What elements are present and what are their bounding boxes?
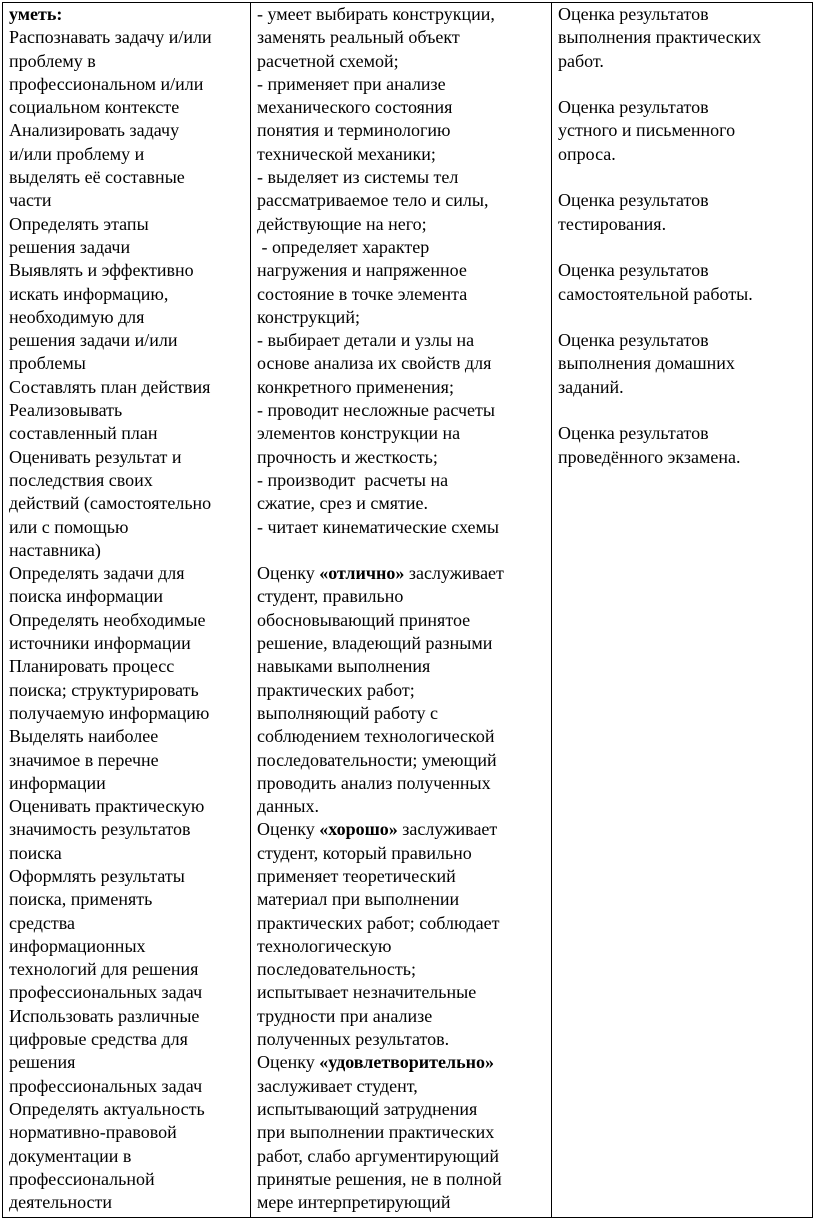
skill-line: поиска bbox=[9, 842, 62, 863]
criterion-line: действующие на него; bbox=[257, 213, 427, 234]
grade-line: при выполнении практических bbox=[257, 1122, 495, 1143]
grade-line: работ, слабо аргументирующий bbox=[257, 1145, 500, 1166]
grade-description bbox=[257, 562, 546, 818]
grade-prefix: Оценку bbox=[257, 819, 320, 840]
grade-line: трудности при анализе bbox=[257, 1005, 433, 1026]
skill-item bbox=[9, 655, 245, 725]
skill-line: проблему в bbox=[9, 50, 96, 71]
criterion-line: элементов конструкции на bbox=[257, 423, 461, 444]
skill-line: или с помощью bbox=[9, 516, 129, 537]
method-line: устного и письменного bbox=[558, 120, 736, 141]
methods-cell bbox=[552, 3, 813, 1218]
method-line: Оценка результатов bbox=[558, 4, 709, 24]
method-line: выполнения практических bbox=[558, 27, 762, 48]
criterion-line: - умеет выбирать конструкции, bbox=[257, 4, 495, 24]
grade-name: «отлично» bbox=[319, 563, 405, 584]
method-line: самостоятельной работы. bbox=[558, 283, 753, 304]
method-line: тестирования. bbox=[558, 213, 667, 234]
grade-line: практических работ; bbox=[257, 679, 415, 700]
skill-line: искать информацию, bbox=[9, 283, 169, 304]
criterion-item bbox=[257, 73, 546, 166]
criterion-line: заменять реальный объект bbox=[257, 27, 460, 48]
skill-line: последствия своих bbox=[9, 469, 153, 490]
skill-line: нормативно-правовой bbox=[9, 1122, 177, 1143]
grade-line: полученных результатов. bbox=[257, 1029, 450, 1050]
grade-line: студент, который правильно bbox=[257, 842, 472, 863]
grade-line: проводить анализ полученных bbox=[257, 772, 491, 793]
table-row bbox=[3, 3, 813, 1218]
criterion-item bbox=[257, 516, 546, 539]
skill-item bbox=[9, 865, 245, 1005]
skill-line: Использовать различные bbox=[9, 1005, 200, 1026]
skill-line: Определять актуальность bbox=[9, 1098, 205, 1119]
grade-description bbox=[257, 1051, 546, 1214]
skill-item bbox=[9, 376, 245, 399]
skill-line: и/или проблему и bbox=[9, 143, 145, 164]
skill-line: составленный план bbox=[9, 423, 158, 444]
skill-line: Оценивать практическую bbox=[9, 796, 205, 817]
grade-line: технологическую bbox=[257, 935, 392, 956]
method-item bbox=[558, 259, 807, 306]
skill-line: профессиональной bbox=[9, 1168, 155, 1189]
skill-line: Определять задачи для bbox=[9, 563, 185, 584]
method-item bbox=[558, 189, 807, 236]
criterion-item bbox=[257, 236, 546, 329]
grade-line: применяет теоретический bbox=[257, 865, 456, 886]
skill-item bbox=[9, 446, 245, 562]
grade-line: выполняющий работу с bbox=[257, 702, 438, 723]
paragraph-gap bbox=[257, 539, 546, 562]
skill-line: Распознавать задачу и/или bbox=[9, 27, 212, 48]
skill-item bbox=[9, 119, 245, 212]
skill-line: наставника) bbox=[9, 539, 101, 560]
skill-line: Определять необходимые bbox=[9, 609, 206, 630]
skill-line: цифровые средства для bbox=[9, 1029, 188, 1050]
skill-line: деятельности bbox=[9, 1192, 113, 1213]
method-item bbox=[558, 96, 807, 166]
skill-line: необходимую для bbox=[9, 306, 145, 327]
skill-line: решения задачи bbox=[9, 236, 131, 257]
method-item bbox=[558, 329, 807, 399]
skill-line: получаемую информацию bbox=[9, 702, 210, 723]
skill-line: источники информации bbox=[9, 633, 191, 654]
skill-line: значимость результатов bbox=[9, 819, 191, 840]
grade-suffix: заслуживает bbox=[397, 819, 498, 840]
paragraph-gap bbox=[558, 166, 807, 189]
method-line: выполнения домашних bbox=[558, 353, 735, 374]
method-line: работ. bbox=[558, 50, 604, 71]
skill-line: действий (самостоятельно bbox=[9, 493, 212, 514]
skill-item bbox=[9, 795, 245, 865]
criterion-line: сжатие, срез и смятие. bbox=[257, 493, 429, 514]
grade-line: материал при выполнении bbox=[257, 889, 460, 910]
skill-line: технологий для решения bbox=[9, 959, 199, 980]
skill-line: решения bbox=[9, 1052, 76, 1073]
skill-line: социальном контексте bbox=[9, 97, 180, 118]
method-line: Оценка результатов bbox=[558, 97, 709, 118]
grade-line: навыками выполнения bbox=[257, 656, 431, 677]
skill-item bbox=[9, 399, 245, 446]
paragraph-gap bbox=[558, 306, 807, 329]
skill-line: Выявлять и эффективно bbox=[9, 260, 194, 281]
grade-line: заслуживает студент, bbox=[257, 1075, 418, 1096]
skill-item bbox=[9, 1098, 245, 1214]
paragraph-gap bbox=[558, 236, 807, 259]
grade-first-line bbox=[257, 818, 546, 841]
skill-line: поиска информации bbox=[9, 586, 164, 607]
grade-prefix: Оценку bbox=[257, 563, 320, 584]
skill-line: выделять её составные bbox=[9, 167, 185, 188]
criterion-line: расчетной схемой; bbox=[257, 50, 399, 71]
skills-heading: уметь: bbox=[9, 4, 63, 24]
skill-item bbox=[9, 1005, 245, 1098]
criterion-line: - применяет при анализе bbox=[257, 73, 446, 94]
paragraph-gap bbox=[558, 73, 807, 96]
method-line: Оценка результатов bbox=[558, 260, 709, 281]
skill-line: информационных bbox=[9, 935, 146, 956]
grade-line: данных. bbox=[257, 796, 320, 817]
grade-line: принятые решения, не в полной bbox=[257, 1168, 502, 1189]
skills-cell bbox=[3, 3, 251, 1218]
grade-line: обосновывающий принятое bbox=[257, 609, 471, 630]
skill-line: значимое в перечне bbox=[9, 749, 159, 770]
criterion-item bbox=[257, 399, 546, 469]
method-item bbox=[558, 422, 807, 469]
skill-line: проблемы bbox=[9, 353, 86, 374]
skill-item bbox=[9, 213, 245, 260]
grade-line: практических работ; соблюдает bbox=[257, 912, 500, 933]
criterion-line: состояние в точке элемента bbox=[257, 283, 468, 304]
criteria-cell bbox=[251, 3, 552, 1218]
paragraph-gap bbox=[558, 399, 807, 422]
method-line: Оценка результатов bbox=[558, 423, 709, 444]
skill-line: средства bbox=[9, 912, 76, 933]
criterion-item bbox=[257, 166, 546, 236]
grade-line: мере интерпретирующий bbox=[257, 1192, 451, 1213]
skill-line: документации в bbox=[9, 1145, 132, 1166]
skill-line: части bbox=[9, 190, 52, 211]
criterion-item bbox=[257, 3, 546, 73]
criterion-line: технической механики; bbox=[257, 143, 436, 164]
skill-line: Реализовывать bbox=[9, 400, 123, 421]
grade-name: «хорошо» bbox=[319, 819, 398, 840]
skill-item bbox=[9, 725, 245, 795]
skill-line: поиска, применять bbox=[9, 889, 153, 910]
grade-line: испытывает незначительные bbox=[257, 982, 477, 1003]
skill-line: Составлять план действия bbox=[9, 376, 211, 397]
method-line: заданий. bbox=[558, 376, 624, 397]
method-line: Оценка результатов bbox=[558, 190, 709, 211]
criterion-line: основе анализа их свойств для bbox=[257, 353, 492, 374]
criterion-line: - выбирает детали и узлы на bbox=[257, 330, 475, 351]
criterion-line: - проводит несложные расчеты bbox=[257, 400, 496, 421]
criterion-line: - производит расчеты на bbox=[257, 469, 449, 490]
criterion-item bbox=[257, 469, 546, 516]
grade-line: решение, владеющий разными bbox=[257, 633, 493, 654]
skill-line: Определять этапы bbox=[9, 213, 149, 234]
grade-line: последовательности; умеющий bbox=[257, 749, 497, 770]
skill-line: Планировать процесс bbox=[9, 656, 175, 677]
skill-item bbox=[9, 259, 245, 375]
skill-line: профессиональном и/или bbox=[9, 73, 204, 94]
grade-line: испытывающий затруднения bbox=[257, 1098, 478, 1119]
grade-prefix: Оценку bbox=[257, 1052, 320, 1073]
grade-line: соблюдением технологической bbox=[257, 726, 495, 747]
criterion-line: - определяет характер bbox=[257, 236, 430, 257]
grade-line: студент, правильно bbox=[257, 586, 404, 607]
skill-item bbox=[9, 26, 245, 119]
criterion-item bbox=[257, 329, 546, 399]
method-line: Оценка результатов bbox=[558, 330, 709, 351]
skill-line: поиска; структурировать bbox=[9, 679, 199, 700]
skill-line: Анализировать задачу bbox=[9, 120, 180, 141]
criterion-line: - выделяет из системы тел bbox=[257, 167, 459, 188]
criterion-line: рассматриваемое тело и силы, bbox=[257, 190, 489, 211]
grade-line: последовательность; bbox=[257, 959, 416, 980]
assessment-table bbox=[2, 2, 813, 1218]
skill-line: профессиональных задач bbox=[9, 982, 203, 1003]
method-item bbox=[558, 3, 807, 73]
skill-line: Оценивать результат и bbox=[9, 446, 182, 467]
grade-first-line bbox=[257, 1051, 546, 1074]
grade-suffix: заслуживает bbox=[404, 563, 504, 584]
skill-item bbox=[9, 609, 245, 656]
criterion-line: нагружения и напряженное bbox=[257, 260, 467, 281]
criterion-line: механического состояния bbox=[257, 97, 453, 118]
criterion-line: конкретного применения; bbox=[257, 376, 454, 397]
skill-line: информации bbox=[9, 772, 106, 793]
skill-item bbox=[9, 562, 245, 609]
criterion-line: конструкций; bbox=[257, 306, 360, 327]
skill-line: Оформлять результаты bbox=[9, 865, 185, 886]
skill-line: решения задачи и/или bbox=[9, 330, 178, 351]
grade-name: «удовлетворительно» bbox=[319, 1052, 494, 1073]
skill-line: Выделять наиболее bbox=[9, 726, 159, 747]
grade-description bbox=[257, 818, 546, 1051]
criterion-line: понятия и терминологию bbox=[257, 120, 451, 141]
method-line: проведённого экзамена. bbox=[558, 446, 741, 467]
grade-first-line bbox=[257, 562, 546, 585]
criterion-line: - читает кинематические схемы bbox=[257, 516, 500, 537]
criterion-line: прочность и жесткость; bbox=[257, 446, 438, 467]
skill-line: профессиональных задач bbox=[9, 1075, 203, 1096]
method-line: опроса. bbox=[558, 143, 616, 164]
